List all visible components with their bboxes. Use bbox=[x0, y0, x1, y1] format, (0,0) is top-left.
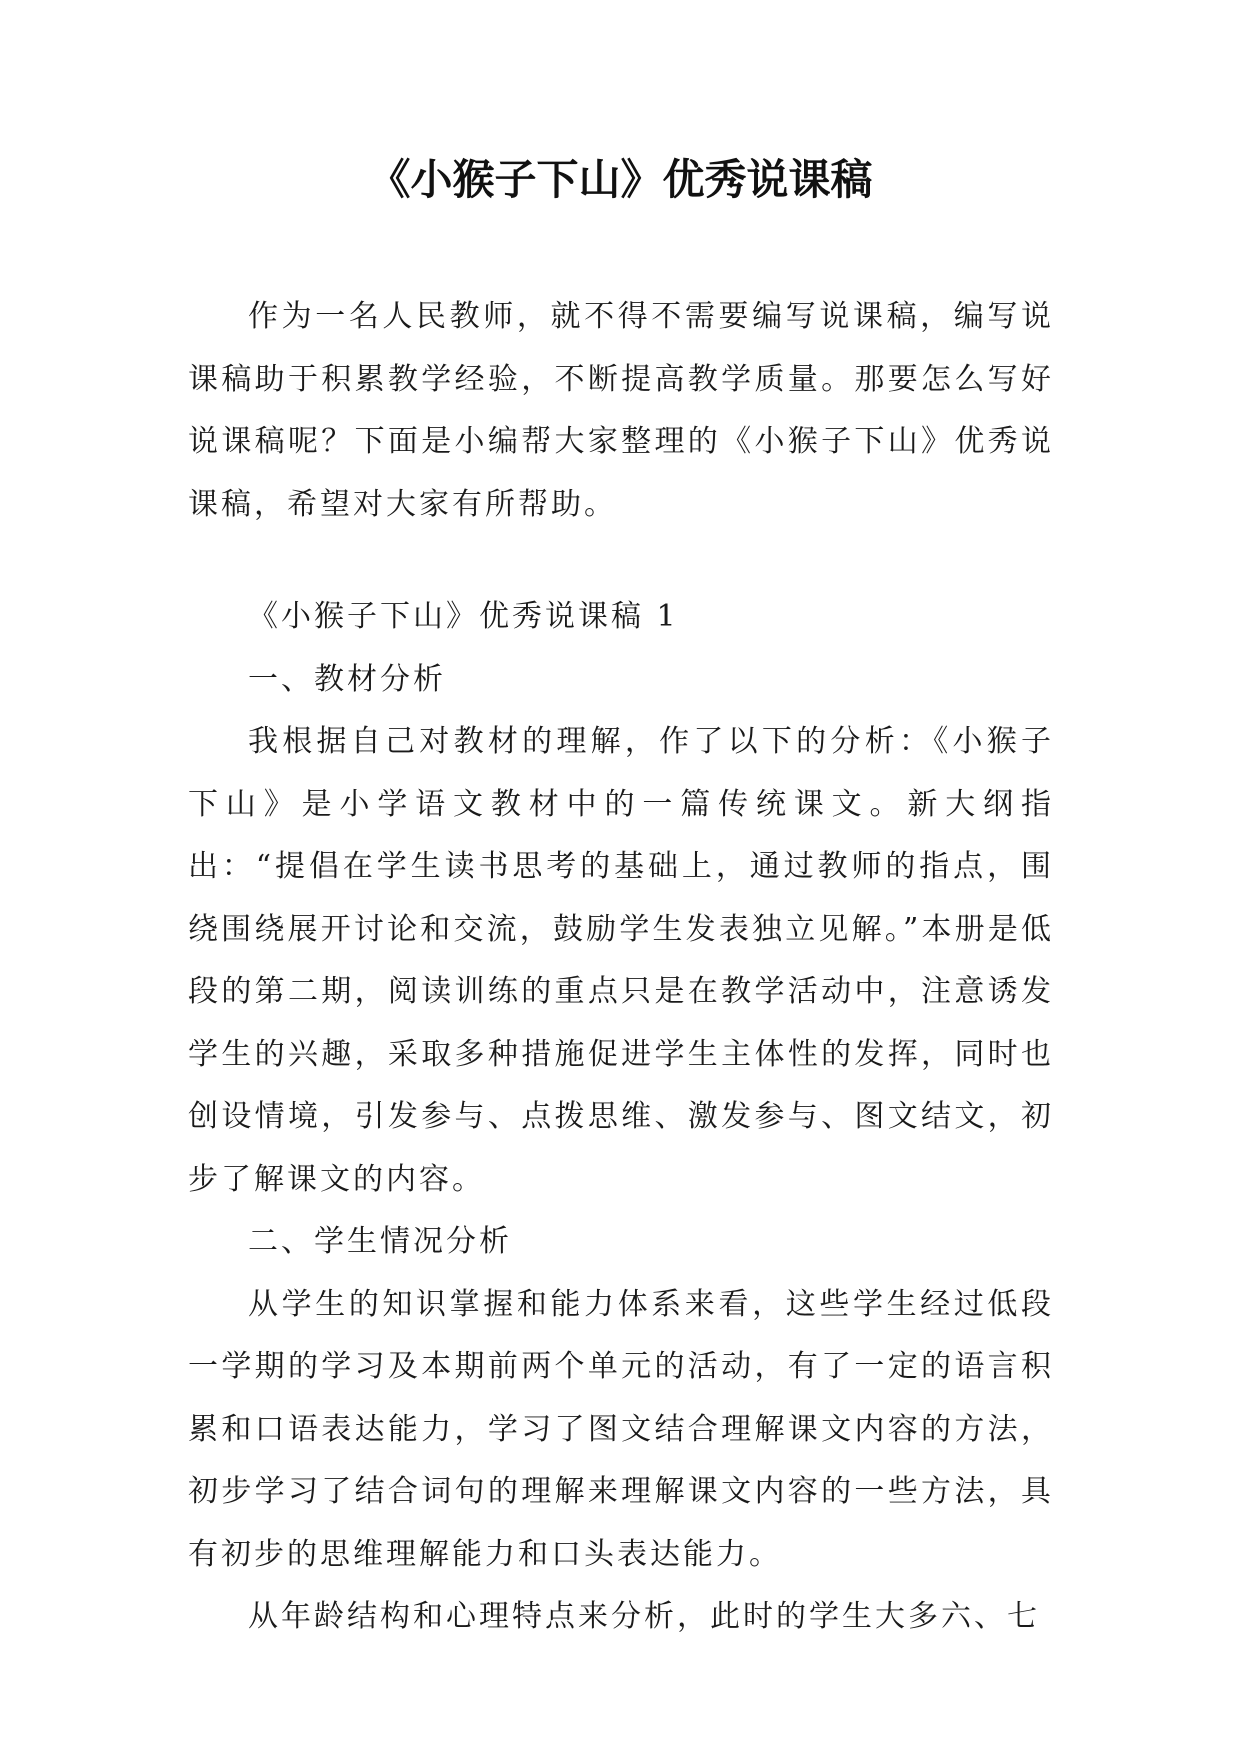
document-title: 《小猴子下山》优秀说课稿 bbox=[368, 155, 873, 204]
intro-paragraph: 作为一名人民教师，就不得不需要编写说课稿，编写说课稿助于积累教学经验，不断提高教学质量。那要怎么写好说课稿呢？下面是小编帮大家整理的《小猴子下山》优秀说课稿，希望对大家有所帮助。 bbox=[188, 299, 1054, 522]
section-title: 《小猴子下山》优秀说课稿 1 bbox=[248, 599, 679, 634]
heading-student-analysis: 二、学生情况分析 bbox=[248, 1224, 512, 1259]
paragraph-student-knowledge: 从学生的知识掌握和能力体系来看，这些学生经过低段一学期的学习及本期前两个单元的活动，有了一定的语言积累和口语表达能力，学习了图文结合理解课文内容的方法，初步学习了结合词句的理解来理解课文内容的一些方法，具有初步的思维理解能力和口头表达能力。 bbox=[188, 1286, 1054, 1572]
paragraph-textbook-analysis: 我根据自己对教材的理解，作了以下的分析：《小猴子下山》是小学语文教材中的一篇传统课文。新大纲指出：“提倡在学生读书思考的基础上，通过教师的指点，围绕围绕展开讨论和交流，鼓励学生发表独立见解。”本册是低段的第二期，阅读训练的重点只是在教学活动中，注意诱发学生的兴趣，采取多种措施促进学生主体性的发挥，同时也创设情境，引发参与、点拨思维、激发参与、图文结文，初步了解课文的内容。 bbox=[188, 724, 1054, 1197]
paragraph-student-age: 从年龄结构和心理特点来分析，此时的学生大多六、七 bbox=[248, 1599, 1040, 1634]
document-body bbox=[188, 286, 1054, 1649]
heading-textbook-analysis: 一、教材分析 bbox=[248, 661, 446, 697]
